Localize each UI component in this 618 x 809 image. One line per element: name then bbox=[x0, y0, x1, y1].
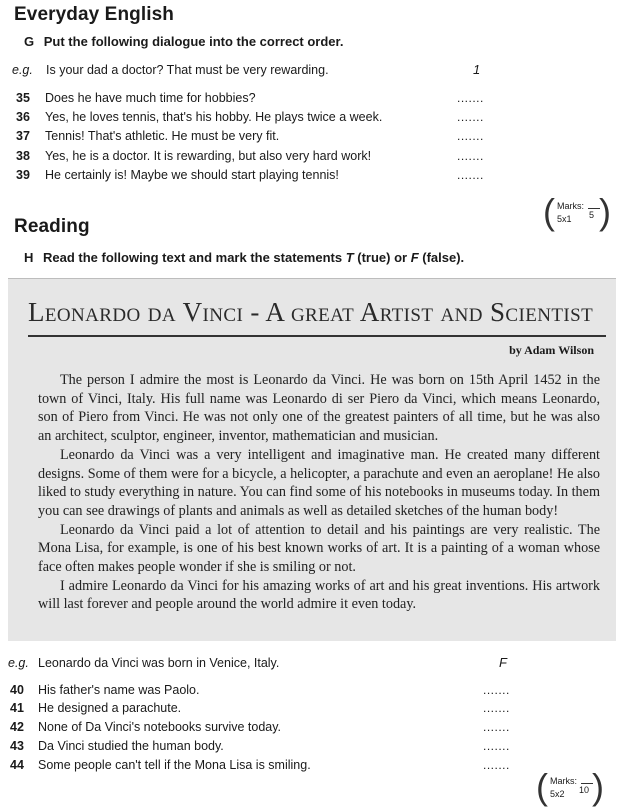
example-answer: F bbox=[499, 655, 507, 670]
answer-blank[interactable]: ....... bbox=[457, 110, 484, 124]
answer-blank[interactable]: ....... bbox=[483, 739, 510, 753]
example-text: Leonardo da Vinci was born in Venice, Italy. bbox=[38, 656, 280, 670]
example-row bbox=[8, 654, 528, 672]
article-author: by Adam Wilson bbox=[509, 343, 594, 357]
marks-box-g: ( Marks: 5x1 5 ) bbox=[543, 191, 611, 232]
marks-total: 5 bbox=[589, 210, 595, 220]
answer-blank[interactable]: ....... bbox=[483, 701, 510, 715]
marks-box-h: ( Marks: 5x2 10 ) bbox=[536, 766, 604, 807]
section-heading-reading: Reading bbox=[14, 216, 90, 237]
article-panel bbox=[8, 278, 616, 641]
example-label: e.g. bbox=[12, 63, 33, 77]
answer-blank[interactable]: ....... bbox=[457, 129, 484, 143]
marks-label: Marks: bbox=[550, 776, 577, 786]
marks-label: Marks: bbox=[557, 201, 584, 211]
answer-blank[interactable]: ....... bbox=[483, 758, 510, 772]
task-g-instruction bbox=[24, 34, 344, 49]
article-title: Leonardo da Vinci - A great Artist and Scientist bbox=[28, 297, 594, 327]
example-row bbox=[12, 61, 532, 79]
list-item: 39 He certainly is! Maybe we should start playing tennis! ....... bbox=[16, 168, 484, 182]
list-item: 43 Da Vinci studied the human body. ....... bbox=[10, 739, 510, 753]
example-label: e.g. bbox=[8, 656, 29, 670]
answer-blank[interactable]: ....... bbox=[457, 149, 484, 163]
answer-blank[interactable]: ....... bbox=[457, 168, 484, 182]
list-item: 36 Yes, he loves tennis, that's his hobby. He plays twice a week. ....... bbox=[16, 110, 484, 124]
example-text: Is your dad a doctor? That must be very rewarding. bbox=[46, 63, 329, 77]
task-letter: G bbox=[24, 34, 35, 49]
paragraph: I admire Leonardo da Vinci for his amazing works of art and his great inventions. His artwork will last forever and people around the world admire it even today. bbox=[38, 577, 600, 613]
task-text: Put the following dialogue into the correct order. bbox=[43, 34, 344, 49]
list-item: 37 Tennis! That's athletic. He must be very fit. ....... bbox=[16, 129, 484, 143]
title-underline bbox=[28, 335, 606, 337]
task-h-instruction: H Read the following text and mark the statements T (true) or F (false). bbox=[24, 250, 465, 265]
list-item: 44 Some people can't tell if the Mona Lisa is smiling. ....... bbox=[10, 758, 510, 772]
marks-total: 10 bbox=[579, 785, 590, 795]
answer-blank[interactable]: ....... bbox=[483, 720, 510, 734]
paragraph: Leonardo da Vinci was a very intelligent and imaginative man. He created many different designs. Some of them were for a bicycle, a helicopter, a parachute and even an aeroplane! He also liked to study everything in nature. You can find some of his notebooks in museums today. In them you can see drawings of plants and animals as well as detailed sketches of the human body! bbox=[38, 446, 600, 519]
example-answer: 1 bbox=[473, 62, 481, 77]
answer-blank[interactable]: ....... bbox=[457, 91, 484, 105]
paragraph: Leonardo da Vinci paid a lot of attention to detail and his paintings are very realistic. The Mona Lisa, for example, is one of his best known works of art. It is a painting of a woman whose face often makes people wonder if she is smiling or not. bbox=[38, 521, 600, 576]
list-item: 40 His father's name was Paolo. ....... bbox=[10, 683, 510, 697]
paragraph: The person I admire the most is Leonardo da Vinci. He was born on 15th April 1452 in the town of Vinci, Italy. His full name was Leonardo di ser Piero da Vinci, which means Leonardo, son of Piero from Vinci. He was not only one of the greatest painters of all time, but he was also an architect, sculptor, engineer, inventor, mathematician and musician. bbox=[38, 372, 600, 445]
list-item: 38 Yes, he is a doctor. It is rewarding, but also very hard work! ....... bbox=[16, 149, 484, 163]
marks-score: 5x2 bbox=[550, 789, 565, 799]
answer-blank[interactable]: ....... bbox=[483, 683, 510, 697]
list-item: 41 He designed a parachute. ....... bbox=[10, 701, 510, 715]
article-body bbox=[38, 371, 600, 614]
marks-score: 5x1 bbox=[557, 214, 572, 224]
list-item: 42 None of Da Vinci's notebooks survive today. ....... bbox=[10, 720, 510, 734]
task-letter: H bbox=[24, 250, 34, 265]
section-heading-everyday-english: Everyday English bbox=[14, 4, 175, 25]
list-item: 35 Does he have much time for hobbies? ....... bbox=[16, 91, 484, 105]
